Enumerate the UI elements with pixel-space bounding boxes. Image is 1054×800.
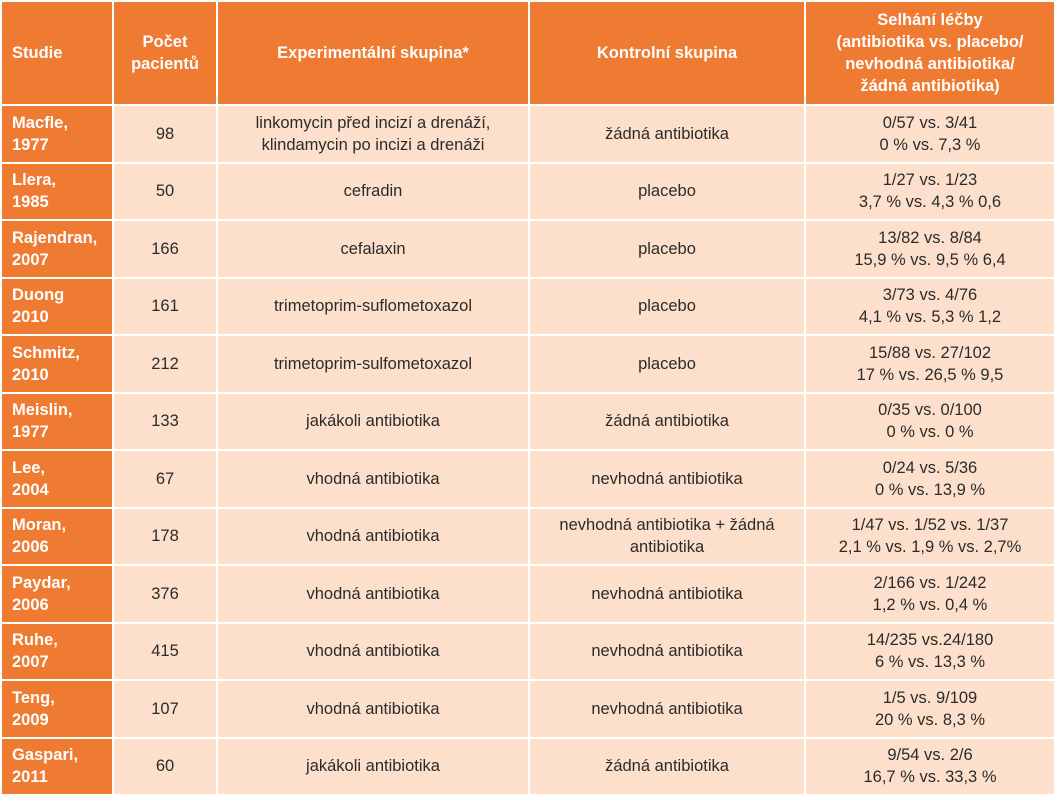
- header-patients: [114, 2, 216, 104]
- failure-cell-line-2: 6 % vs. 13,3 %: [874, 653, 986, 672]
- study-cell-line-2: 1977: [12, 135, 49, 154]
- patients-cell: [114, 394, 216, 450]
- study-cell-line-1: Moran,: [12, 516, 67, 535]
- patients-cell: [114, 739, 216, 795]
- failure-cell-line-1: 1/5 vs. 9/109: [882, 688, 978, 707]
- failure-cell: [806, 221, 1054, 277]
- study-cell-line-2: 2007: [12, 653, 49, 672]
- control-cell: [530, 336, 804, 392]
- control-cell-line-1: žádná antibiotika: [605, 412, 729, 431]
- control-cell-line-1: placebo: [638, 239, 696, 258]
- patients-cell: [114, 624, 216, 680]
- control-cell: [530, 509, 804, 565]
- study-cell: [2, 566, 112, 622]
- control-cell-line-1: žádná antibiotika: [605, 124, 729, 143]
- experimental-cell: [218, 221, 528, 277]
- failure-cell-line-2: 2,1 % vs. 1,9 % vs. 2,7%: [838, 538, 1022, 557]
- failure-cell-line-1: 0/35 vs. 0/100: [878, 401, 982, 420]
- study-cell: [2, 221, 112, 277]
- study-cell-line-1: Duong: [12, 286, 65, 305]
- experimental-cell-line-1: cefradin: [343, 182, 403, 201]
- failure-cell-line-1: 0/24 vs. 5/36: [882, 458, 978, 477]
- failure-cell-line-2: 17 % vs. 26,5 % 9,5: [856, 365, 1004, 384]
- header-patients-line-1: Počet: [142, 33, 188, 51]
- study-cell-line-1: Gaspari,: [12, 746, 79, 765]
- study-cell-line-2: 2009: [12, 710, 49, 729]
- header-failure-line-4: žádná antibiotika): [860, 77, 1000, 95]
- experimental-cell-line-1: vhodná antibiotika: [306, 642, 440, 661]
- patients-cell-line-1: 376: [151, 584, 179, 603]
- patients-cell-line-1: 98: [155, 124, 175, 143]
- table-row: [2, 164, 1054, 220]
- patients-cell-line-1: 178: [151, 527, 179, 546]
- study-cell-line-2: 2010: [12, 308, 49, 327]
- study-cell: [2, 106, 112, 162]
- study-cell: [2, 739, 112, 795]
- table-row: [2, 566, 1054, 622]
- study-cell: [2, 336, 112, 392]
- header-control-label: Kontrolní skupina: [596, 44, 738, 62]
- header-experimental: [218, 2, 528, 104]
- control-cell: [530, 624, 804, 680]
- study-cell: [2, 164, 112, 220]
- table-row: [2, 451, 1054, 507]
- failure-cell-line-2: 16,7 % vs. 33,3 %: [863, 768, 997, 787]
- patients-cell-line-1: 415: [151, 642, 179, 661]
- patients-cell-line-1: 133: [151, 412, 179, 431]
- failure-cell-line-1: 1/27 vs. 1/23: [882, 171, 978, 190]
- failure-cell-line-1: 13/82 vs. 8/84: [878, 228, 982, 247]
- control-cell-line-1: žádná antibiotika: [605, 757, 729, 776]
- patients-cell-line-1: 166: [151, 239, 179, 258]
- failure-cell: [806, 336, 1054, 392]
- study-cell-line-1: Meislin,: [12, 401, 73, 420]
- study-cell-line-1: Lee,: [12, 458, 46, 477]
- experimental-cell-line-1: vhodná antibiotika: [306, 699, 440, 718]
- failure-cell: [806, 279, 1054, 335]
- study-cell: [2, 509, 112, 565]
- study-cell-line-2: 2010: [12, 365, 49, 384]
- failure-cell: [806, 451, 1054, 507]
- study-cell-line-1: Ruhe,: [12, 631, 58, 650]
- table-row: [2, 279, 1054, 335]
- failure-cell-line-1: 1/47 vs. 1/52 vs. 1/37: [851, 516, 1009, 535]
- study-cell-line-1: Macfle,: [12, 113, 68, 132]
- table-row: [2, 336, 1054, 392]
- failure-cell: [806, 739, 1054, 795]
- header-control: [530, 2, 804, 104]
- control-cell: [530, 221, 804, 277]
- experimental-cell-line-1: jakákoli antibiotika: [306, 412, 440, 431]
- table-row: [2, 681, 1054, 737]
- study-cell-line-1: Rajendran,: [12, 228, 98, 247]
- control-cell-line-1: nevhodná antibiotika: [591, 642, 743, 661]
- experimental-cell-line-2: klindamycin po incizi a drenáži: [261, 135, 485, 154]
- experimental-cell: [218, 279, 528, 335]
- control-cell-line-1: placebo: [638, 354, 696, 373]
- experimental-cell-line-1: trimetoprim-suflometoxazol: [273, 297, 473, 316]
- experimental-cell-line-1: vhodná antibiotika: [306, 584, 440, 603]
- failure-cell-line-1: 15/88 vs. 27/102: [868, 343, 991, 362]
- header-study-label: Studie: [12, 44, 63, 62]
- control-cell-line-1: placebo: [638, 182, 696, 201]
- study-cell-line-2: 1977: [12, 423, 49, 442]
- patients-cell: [114, 279, 216, 335]
- failure-cell: [806, 681, 1054, 737]
- experimental-cell: [218, 509, 528, 565]
- patients-cell: [114, 164, 216, 220]
- experimental-cell-line-1: vhodná antibiotika: [306, 527, 440, 546]
- control-cell-line-1: nevhodná antibiotika + žádná: [559, 516, 775, 535]
- patients-cell: [114, 566, 216, 622]
- header-failure-line-2: (antibiotika vs. placebo/: [836, 33, 1024, 51]
- control-cell: [530, 681, 804, 737]
- experimental-cell: [218, 681, 528, 737]
- failure-cell-line-2: 1,2 % vs. 0,4 %: [872, 595, 988, 614]
- failure-cell: [806, 509, 1054, 565]
- patients-cell: [114, 221, 216, 277]
- failure-cell-line-1: 2/166 vs. 1/242: [873, 573, 987, 592]
- experimental-cell-line-1: cefalaxin: [340, 239, 406, 258]
- failure-cell-line-1: 14/235 vs.24/180: [866, 631, 994, 650]
- experimental-cell-line-1: trimetoprim-sulfometoxazol: [273, 354, 473, 373]
- experimental-cell: [218, 739, 528, 795]
- table-row: [2, 221, 1054, 277]
- patients-cell: [114, 336, 216, 392]
- experimental-cell: [218, 566, 528, 622]
- header-row: [2, 2, 1054, 104]
- control-cell: [530, 394, 804, 450]
- study-cell-line-2: 1985: [12, 193, 49, 212]
- failure-cell: [806, 624, 1054, 680]
- control-cell-line-2: antibiotika: [629, 538, 705, 557]
- study-cell: [2, 279, 112, 335]
- experimental-cell-line-1: linkomycin před incizí a drenáží,: [255, 113, 491, 132]
- study-cell: [2, 394, 112, 450]
- header-patients-line-2: pacientů: [131, 55, 199, 73]
- patients-cell: [114, 509, 216, 565]
- failure-cell-line-2: 0 % vs. 13,9 %: [874, 480, 986, 499]
- header-failure-line-3: nevhodná antibiotika/: [845, 55, 1015, 73]
- failure-cell: [806, 106, 1054, 162]
- control-cell-line-1: placebo: [638, 297, 696, 316]
- experimental-cell: [218, 394, 528, 450]
- table-header: [2, 2, 1054, 104]
- control-cell: [530, 451, 804, 507]
- patients-cell-line-1: 212: [151, 354, 179, 373]
- study-cell-line-2: 2011: [12, 768, 48, 787]
- header-experimental-label: Experimentální skupina*: [277, 44, 469, 62]
- failure-cell-line-1: 9/54 vs. 2/6: [887, 746, 973, 765]
- patients-cell: [114, 106, 216, 162]
- failure-cell-line-2: 3,7 % vs. 4,3 % 0,6: [858, 193, 1002, 212]
- study-cell-line-2: 2006: [12, 595, 49, 614]
- study-cell: [2, 624, 112, 680]
- failure-cell-line-2: 4,1 % vs. 5,3 % 1,2: [858, 308, 1002, 327]
- failure-cell-line-1: 3/73 vs. 4/76: [882, 286, 978, 305]
- control-cell-line-1: nevhodná antibiotika: [591, 699, 743, 718]
- patients-cell: [114, 451, 216, 507]
- failure-cell-line-2: 0 % vs. 0 %: [886, 423, 974, 442]
- table-row: [2, 394, 1054, 450]
- table-row: [2, 509, 1054, 565]
- control-cell: [530, 566, 804, 622]
- patients-cell-line-1: 161: [151, 297, 179, 316]
- control-cell: [530, 739, 804, 795]
- table-row: [2, 739, 1054, 795]
- study-cell-line-1: Schmitz,: [12, 343, 80, 362]
- study-cell-line-1: Llera,: [12, 171, 57, 190]
- experimental-cell: [218, 106, 528, 162]
- study-cell-line-2: 2007: [12, 250, 49, 269]
- experimental-cell: [218, 336, 528, 392]
- failure-cell: [806, 394, 1054, 450]
- failure-cell: [806, 566, 1054, 622]
- study-cell-line-2: 2004: [12, 480, 49, 499]
- patients-cell-line-1: 107: [151, 699, 179, 718]
- table-row: [2, 624, 1054, 680]
- table-row: [2, 106, 1054, 162]
- patients-cell-line-1: 60: [155, 757, 175, 776]
- failure-cell: [806, 164, 1054, 220]
- header-failure: [806, 2, 1054, 104]
- experimental-cell: [218, 624, 528, 680]
- control-cell-line-1: nevhodná antibiotika: [591, 584, 743, 603]
- control-cell: [530, 164, 804, 220]
- control-cell: [530, 106, 804, 162]
- header-failure-line-1: Selhání léčby: [877, 11, 983, 29]
- failure-cell-line-2: 0 % vs. 7,3 %: [879, 135, 981, 154]
- patients-cell: [114, 681, 216, 737]
- table-body: [2, 106, 1054, 794]
- failure-cell-line-2: 20 % vs. 8,3 %: [874, 710, 986, 729]
- study-cell: [2, 451, 112, 507]
- study-cell-line-2: 2006: [12, 538, 49, 557]
- control-cell-line-1: nevhodná antibiotika: [591, 469, 743, 488]
- study-cell: [2, 681, 112, 737]
- experimental-cell: [218, 164, 528, 220]
- patients-cell-line-1: 50: [155, 182, 175, 201]
- failure-cell-line-2: 15,9 % vs. 9,5 % 6,4: [854, 250, 1006, 269]
- study-cell-line-1: Paydar,: [12, 573, 71, 592]
- patients-cell-line-1: 67: [155, 469, 175, 488]
- experimental-cell: [218, 451, 528, 507]
- header-study: [2, 2, 112, 104]
- control-cell: [530, 279, 804, 335]
- failure-cell-line-1: 0/57 vs. 3/41: [882, 113, 978, 132]
- experimental-cell-line-1: jakákoli antibiotika: [306, 757, 440, 776]
- experimental-cell-line-1: vhodná antibiotika: [306, 469, 440, 488]
- study-cell-line-1: Teng,: [12, 688, 55, 707]
